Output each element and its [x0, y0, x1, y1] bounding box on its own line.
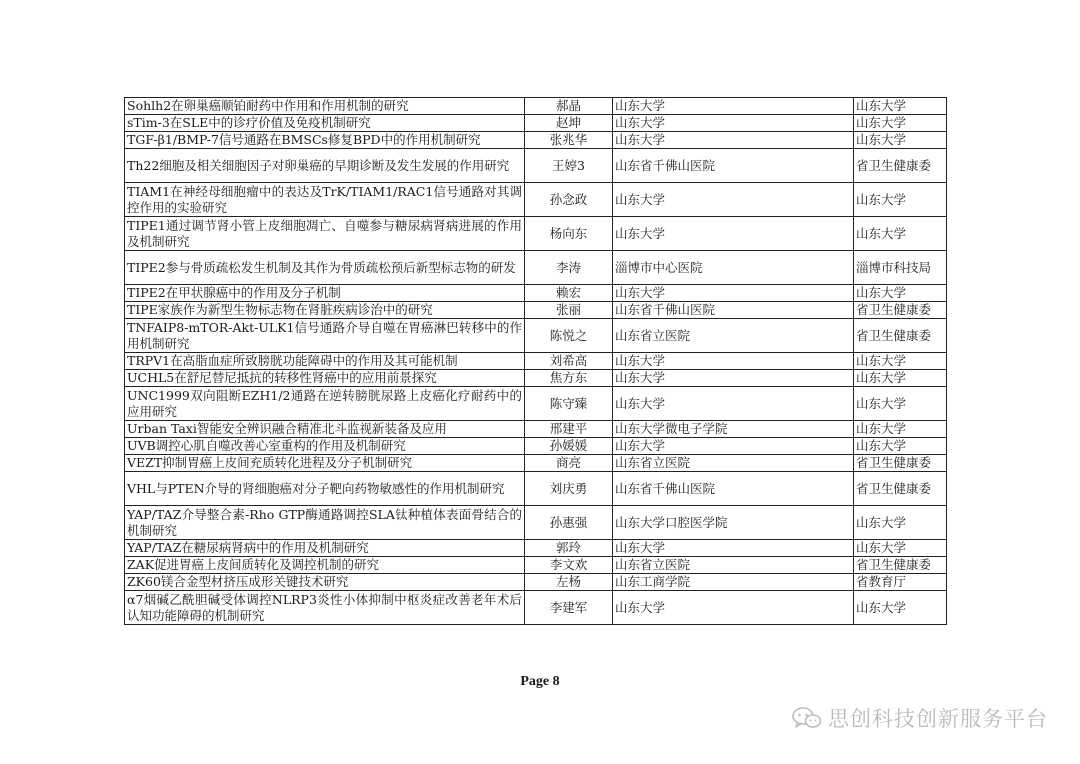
project-leader: 焦方东: [525, 370, 613, 387]
project-title: UCHL5在舒尼替尼抵抗的转移性肾癌中的应用前景探究: [125, 370, 525, 387]
project-title: YAP/TAZ在糖尿病肾病中的作用及机制研究: [125, 540, 525, 557]
table-row: [125, 149, 947, 183]
recommending-authority: 山东大学: [854, 591, 947, 625]
recommending-authority: 山东大学: [854, 506, 947, 540]
project-title: Th22细胞及相关细胞因子对卵巢癌的早期诊断及发生发展的作用研究: [125, 149, 525, 183]
project-title: TIPE家族作为新型生物标志物在肾脏疾病诊治中的研究: [125, 302, 525, 319]
project-leader: 孙媛媛: [525, 438, 613, 455]
project-title: Sohlh2在卵巢癌顺铂耐药中作用和作用机制的研究: [125, 98, 525, 115]
table-row: [125, 98, 947, 115]
recommending-authority: 山东大学: [854, 387, 947, 421]
host-institution: 山东省千佛山医院: [613, 149, 854, 183]
table-row: [125, 557, 947, 574]
host-institution: 山东大学: [613, 438, 854, 455]
project-leader: 李建军: [525, 591, 613, 625]
recommending-authority: 省卫生健康委: [854, 319, 947, 353]
table-row: [125, 506, 947, 540]
table-row: [125, 251, 947, 285]
wechat-icon: [792, 706, 822, 730]
table-row: [125, 115, 947, 132]
project-title: UNC1999双向阻断EZH1/2通路在逆转膀胱尿路上皮癌化疗耐药中的应用研究: [125, 387, 525, 421]
recommending-authority: 省卫生健康委: [854, 472, 947, 506]
host-institution: 山东大学微电子学院: [613, 421, 854, 438]
table-row: [125, 455, 947, 472]
host-institution: 山东大学: [613, 387, 854, 421]
page-number: Page 8: [520, 674, 560, 689]
host-institution: 山东大学: [613, 183, 854, 217]
watermark: [792, 703, 1048, 733]
recommending-authority: 山东大学: [854, 370, 947, 387]
table-row: [125, 574, 947, 591]
table-row: [125, 217, 947, 251]
table-row: [125, 540, 947, 557]
host-institution: 山东大学: [613, 115, 854, 132]
project-leader: 赖宏: [525, 285, 613, 302]
project-title: UVB调控心肌自噬改善心室重构的作用及机制研究: [125, 438, 525, 455]
project-leader: 陈悦之: [525, 319, 613, 353]
project-leader: 刘希高: [525, 353, 613, 370]
host-institution: 山东工商学院: [613, 574, 854, 591]
recommending-authority: 省教育厅: [854, 574, 947, 591]
recommending-authority: 省卫生健康委: [854, 302, 947, 319]
recommending-authority: 省卫生健康委: [854, 149, 947, 183]
table-row: [125, 387, 947, 421]
project-leader: 李文欢: [525, 557, 613, 574]
project-title: TRPV1在高脂血症所致膀胱功能障碍中的作用及其可能机制: [125, 353, 525, 370]
table-row: [125, 591, 947, 625]
host-institution: 山东大学: [613, 217, 854, 251]
host-institution: 山东大学: [613, 285, 854, 302]
recommending-authority: 山东大学: [854, 115, 947, 132]
table-row: [125, 302, 947, 319]
host-institution: 山东大学: [613, 591, 854, 625]
project-title: TIPE2参与骨质疏松发生机制及其作为骨质疏松预后新型标志物的研发: [125, 251, 525, 285]
project-leader: 陈守臻: [525, 387, 613, 421]
project-title: VEZT抑制胃癌上皮间充质转化进程及分子机制研究: [125, 455, 525, 472]
table-row: [125, 438, 947, 455]
host-institution: 山东大学: [613, 370, 854, 387]
project-title: sTim-3在SLE中的诊疗价值及免疫机制研究: [125, 115, 525, 132]
table-row: [125, 285, 947, 302]
recommending-authority: 山东大学: [854, 438, 947, 455]
project-leader: 赵坤: [525, 115, 613, 132]
table-row: [125, 370, 947, 387]
project-table: [124, 97, 947, 625]
table-row: [125, 183, 947, 217]
recommending-authority: 山东大学: [854, 353, 947, 370]
host-institution: 山东省立医院: [613, 455, 854, 472]
recommending-authority: 省卫生健康委: [854, 455, 947, 472]
recommending-authority: 淄博市科技局: [854, 251, 947, 285]
host-institution: 山东大学口腔医学院: [613, 506, 854, 540]
project-leader: 邢建平: [525, 421, 613, 438]
host-institution: 山东大学: [613, 132, 854, 149]
recommending-authority: 山东大学: [854, 285, 947, 302]
host-institution: 山东省千佛山医院: [613, 302, 854, 319]
project-leader: 刘庆勇: [525, 472, 613, 506]
host-institution: 山东省千佛山医院: [613, 472, 854, 506]
project-title: TNFAIP8-mTOR-Akt-ULK1信号通路介导自噬在胃癌淋巴转移中的作用机制研究: [125, 319, 525, 353]
recommending-authority: 山东大学: [854, 421, 947, 438]
recommending-authority: 山东大学: [854, 132, 947, 149]
project-leader: 左杨: [525, 574, 613, 591]
recommending-authority: 山东大学: [854, 98, 947, 115]
project-leader: 郭玲: [525, 540, 613, 557]
project-title: TIAM1在神经母细胞瘤中的表达及TrK/TIAM1/RAC1信号通路对其调控作用的实验研究: [125, 183, 525, 217]
project-leader: 张丽: [525, 302, 613, 319]
project-title: VHL与PTEN介导的肾细胞癌对分子靶向药物敏感性的作用机制研究: [125, 472, 525, 506]
table-row: [125, 132, 947, 149]
project-leader: 李涛: [525, 251, 613, 285]
project-leader: 商亮: [525, 455, 613, 472]
watermark-text: 思创科技创新服务平台: [828, 707, 1048, 731]
host-institution: 山东大学: [613, 540, 854, 557]
project-title: TGF-β1/BMP-7信号通路在BMSCs修复BPD中的作用机制研究: [125, 132, 525, 149]
table-row: [125, 421, 947, 438]
host-institution: 淄博市中心医院: [613, 251, 854, 285]
project-leader: 张兆华: [525, 132, 613, 149]
project-title: TIPE1通过调节肾小管上皮细胞凋亡、自噬参与糖尿病肾病进展的作用及机制研究: [125, 217, 525, 251]
project-leader: 杨向东: [525, 217, 613, 251]
recommending-authority: 省卫生健康委: [854, 557, 947, 574]
host-institution: 山东大学: [613, 98, 854, 115]
table-row: [125, 319, 947, 353]
project-title: TIPE2在甲状腺癌中的作用及分子机制: [125, 285, 525, 302]
project-leader: 王婷3: [525, 149, 613, 183]
recommending-authority: 山东大学: [854, 217, 947, 251]
recommending-authority: 山东大学: [854, 540, 947, 557]
recommending-authority: 山东大学: [854, 183, 947, 217]
project-leader: 孙念政: [525, 183, 613, 217]
project-title: Urban Taxi智能安全辨识融合精准北斗监视新装备及应用: [125, 421, 525, 438]
table-row: [125, 472, 947, 506]
host-institution: 山东省立医院: [613, 557, 854, 574]
project-title: ZK60镁合金型材挤压成形关键技术研究: [125, 574, 525, 591]
project-title: α7烟碱乙酰胆碱受体调控NLRP3炎性小体抑制中枢炎症改善老年术后认知功能障碍的机制研究: [125, 591, 525, 625]
project-title: ZAK促进胃癌上皮间质转化及调控机制的研究: [125, 557, 525, 574]
project-leader: 孙惠强: [525, 506, 613, 540]
host-institution: 山东大学: [613, 353, 854, 370]
table-row: [125, 353, 947, 370]
host-institution: 山东省立医院: [613, 319, 854, 353]
project-leader: 郝晶: [525, 98, 613, 115]
project-title: YAP/TAZ介导整合素-Rho GTP酶通路调控SLA钛种植体表面骨结合的机制研究: [125, 506, 525, 540]
